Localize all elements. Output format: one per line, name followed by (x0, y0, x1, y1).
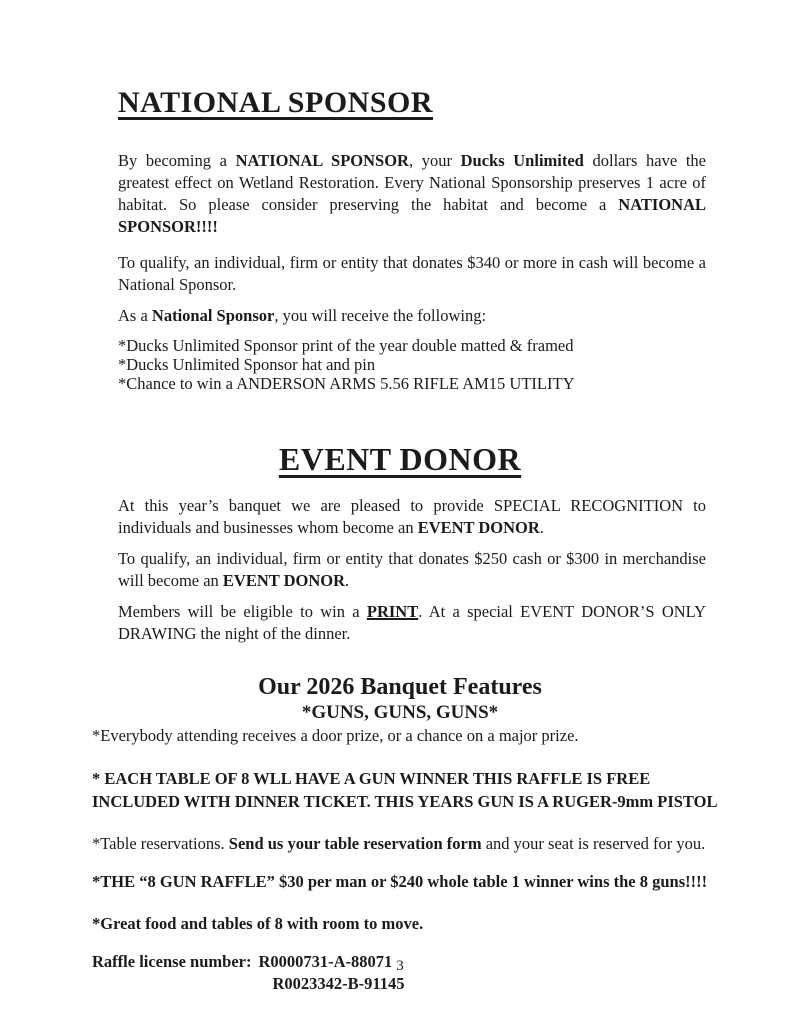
paragraph-segment-bold: Ducks Unlimited (460, 151, 584, 170)
national-sponsor-title: NATIONAL SPONSOR (118, 86, 434, 119)
paragraph-segment: , you will receive the following: (274, 306, 487, 325)
paragraph-segment: , your (408, 151, 461, 170)
table-gun-winner-line-1: * EACH TABLE OF 8 WLL HAVE A GUN WINNER THIS RAFFLE IS FREE (92, 769, 651, 788)
paragraph-segment-bold: EVENT DONOR (417, 518, 540, 537)
sponsor-benefit-list (118, 336, 720, 393)
event-donor-recognition-paragraph (118, 495, 706, 539)
paragraph-segment: . (539, 518, 544, 537)
raffle-license-label: Raffle license number: (92, 952, 252, 971)
event-donor-section (0, 441, 800, 645)
paragraph-segment-bold: EVENT DONOR (222, 571, 346, 590)
raffle-license-number-2: R0023342-B-91145 (272, 974, 405, 993)
benefit-item-print: *Ducks Unlimited Sponsor print of the year double matted & framed (118, 336, 574, 355)
paragraph-segment: At this year’s banquet we are pleased to provide SPECIAL RECOGNITION to individuals and businesses whom become an (118, 496, 706, 537)
national-sponsor-qualify-paragraph: To qualify, an individual, firm or entity that donates $340 or more in cash will become a National Sponsor. (118, 253, 706, 294)
paragraph-segment: and your seat is reserved for you. (481, 834, 706, 853)
event-donor-title: EVENT DONOR (278, 441, 522, 477)
benefit-item-hat-pin: *Ducks Unlimited Sponsor hat and pin (118, 355, 376, 374)
benefit-item-rifle: *Chance to win a ANDERSON ARMS 5.56 RIFLE AM15 UTILITY (118, 374, 575, 393)
banquet-features-title: Our 2026 Banquet Features (258, 674, 542, 700)
national-sponsor-receive-paragraph (118, 305, 706, 327)
paragraph-segment-bold: NATIONAL SPONSOR!!!! (118, 195, 706, 236)
eight-gun-raffle-line: *THE “8 GUN RAFFLE” $30 per man or $240 whole table 1 winner wins the 8 guns!!!! (92, 872, 708, 891)
paragraph-segment-bold: National Sponsor (151, 306, 275, 325)
paragraph-segment: . At a special EVENT DONOR’S ONLY DRAWING the night of the dinner. (118, 602, 706, 643)
great-food-line: *Great food and tables of 8 with room to move. (92, 914, 424, 933)
table-gun-winner-line-2: INCLUDED WITH DINNER TICKET. THIS YEARS GUN IS A RUGER-9mm PISTOL (92, 792, 718, 811)
table-reservations-line (92, 833, 730, 855)
paragraph-segment: As a (118, 306, 152, 325)
paragraph-segment-bold: Send us your table reservation form (228, 834, 482, 853)
paragraph-segment-bold: NATIONAL SPONSOR (235, 151, 409, 170)
paragraph-segment: To qualify, an individual, firm or entity that donates $250 cash or $300 in merchandise will become an (118, 549, 706, 590)
national-sponsor-intro-paragraph (118, 150, 706, 238)
raffle-license-number-1: R0000731-A-88071 (258, 952, 393, 971)
national-sponsor-section (0, 86, 800, 393)
paragraph-segment: . (345, 571, 350, 590)
table-gun-winner-line (92, 767, 730, 813)
banquet-features-subtitle: *GUNS, GUNS, GUNS* (301, 702, 499, 723)
event-donor-print-paragraph (118, 601, 706, 645)
paragraph-segment: Members will be eligible to win a (118, 602, 367, 621)
paragraph-segment: *Table reservations. (92, 834, 229, 853)
door-prize-line: *Everybody attending receives a door prize, or a chance on a major prize. (92, 726, 579, 745)
paragraph-segment-bold-underline: PRINT (366, 602, 419, 621)
paragraph-segment: By becoming a (118, 151, 236, 170)
event-donor-qualify-paragraph (118, 548, 706, 592)
paragraph-segment: dollars have the greatest effect on Wetland Restoration. Every National Sponsorship preserves 1 acre of habitat. So please consider preserving the habitat and become a (118, 151, 706, 214)
page-number: 3 (396, 958, 404, 974)
banquet-features-section (0, 673, 800, 995)
